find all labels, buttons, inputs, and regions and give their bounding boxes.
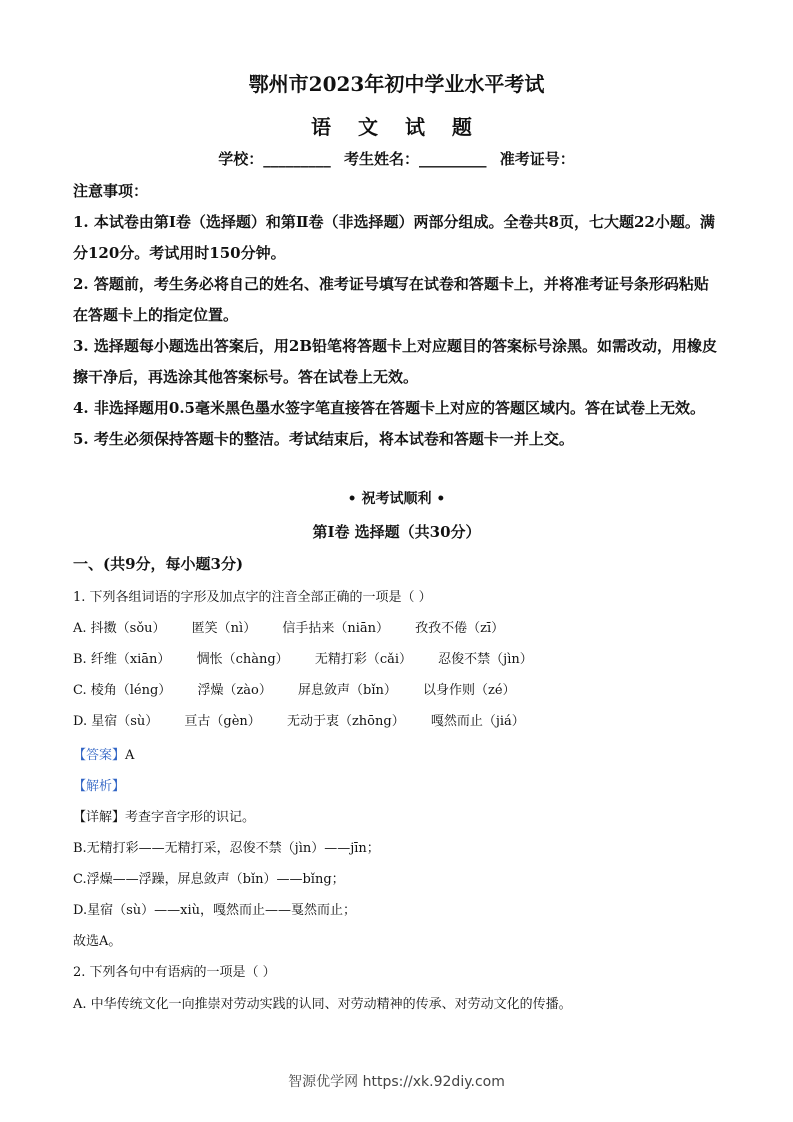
- q1-option-d: [73, 710, 733, 729]
- exam-title: 鄂州市2023年初中学业水平考试: [248, 72, 545, 96]
- q1-option-c: [73, 679, 733, 698]
- option-word: 亘古（gèn）: [184, 714, 261, 729]
- option-word: 无动于衷（zhōng）: [286, 714, 405, 729]
- answer-value: A: [125, 748, 135, 763]
- note-item: 4. 非选择题用0.5毫米黑色墨水签字笔直接答在答题卡上对应的答题区域内。答在试卷上无效。: [73, 399, 705, 417]
- notes-heading: 注意事项：: [73, 182, 149, 200]
- option-word: 浮燥（zào）: [197, 683, 272, 698]
- note-item: 5. 考生必须保持答题卡的整洁。考试结束后，将本试卷和答题卡一并上交。: [73, 430, 574, 448]
- analysis-tag: 【解析】: [73, 779, 126, 794]
- option-word: 匿笑（nì）: [191, 621, 257, 636]
- option-word: 信手拈来（niān）: [282, 621, 389, 636]
- part-title: 一、(共9分，每小题3分): [73, 555, 244, 573]
- option-word: 无精打彩（cǎi）: [314, 652, 413, 667]
- name-label: 考生姓名：_________: [343, 150, 487, 168]
- fix-b: B.无精打彩——无精打采，忍俊不禁（jìn）——jīn；: [73, 841, 380, 856]
- q1-option-a: [73, 617, 733, 636]
- notes-list: [73, 207, 723, 455]
- q1-stem: 1. 下列各组词语的字形及加点字的注音全部正确的一项是（ ）: [73, 590, 432, 605]
- note-item: 1. 本试卷由第Ⅰ卷（选择题）和第Ⅱ卷（非选择题）两部分组成。全卷共8页，七大题22小题。满分120分。考试用时150分钟。: [73, 213, 715, 262]
- note-item: 3. 选择题每小题选出答案后，用2B铅笔将答题卡上对应题目的答案标号涂黑。如需改动，用橡皮擦干净后，再选涂其他答案标号。答在试卷上无效。: [73, 337, 718, 386]
- option-word: D. 星宿（sù）: [73, 714, 159, 729]
- option-word: A. 抖擞（sǒu）: [73, 621, 166, 636]
- q2-option-a: A. 中华传统文化一向推崇对劳动实践的认同、对劳动精神的传承、对劳动文化的传播。: [73, 997, 572, 1012]
- fix-d: D.星宿（sù）——xiù，嘎然而止——戛然而止；: [73, 903, 356, 918]
- option-word: B. 纤维（xiān）: [73, 652, 171, 667]
- q2-stem: 2. 下列各句中有语病的一项是（ ）: [73, 965, 276, 980]
- answer-tag: 【答案】: [73, 748, 126, 763]
- option-word: 忍俊不禁（jìn）: [438, 652, 533, 667]
- answer-line: [73, 744, 733, 763]
- id-label: 准考证号：: [499, 150, 575, 168]
- option-word: 屏息敛声（bǐn）: [298, 683, 397, 698]
- school-label: 学校：_________: [218, 150, 331, 168]
- candidate-info: [0, 148, 793, 169]
- option-word: 孜孜不倦（zī）: [415, 621, 505, 636]
- option-word: C. 棱角（léng）: [73, 683, 172, 698]
- section-title: 第Ⅰ卷 选择题（共30分）: [312, 523, 481, 541]
- site-watermark: 智源优学网 https://xk.92diy.com: [288, 1074, 505, 1090]
- option-word: 惆怅（chàng）: [196, 652, 289, 667]
- note-item: 2. 答题前，考生务必将自己的姓名、准考证号填写在试卷和答题卡上，并将准考证号条形码粘贴在答题卡上的指定位置。: [73, 275, 709, 324]
- option-word: 以身作则（zé）: [423, 683, 516, 698]
- q1-option-b: [73, 648, 733, 667]
- detail-line: 【详解】考查字音字形的识记。: [73, 810, 256, 825]
- fix-c: C.浮燥——浮躁，屏息敛声（bǐn）——bǐng；: [73, 872, 345, 887]
- option-word: 嘎然而止（jiá）: [430, 714, 525, 729]
- exam-subtitle: 语 文 试 题: [311, 115, 482, 139]
- conclusion-line: 故选A。: [73, 934, 122, 949]
- good-luck-line: • 祝考试顺利 •: [347, 491, 446, 507]
